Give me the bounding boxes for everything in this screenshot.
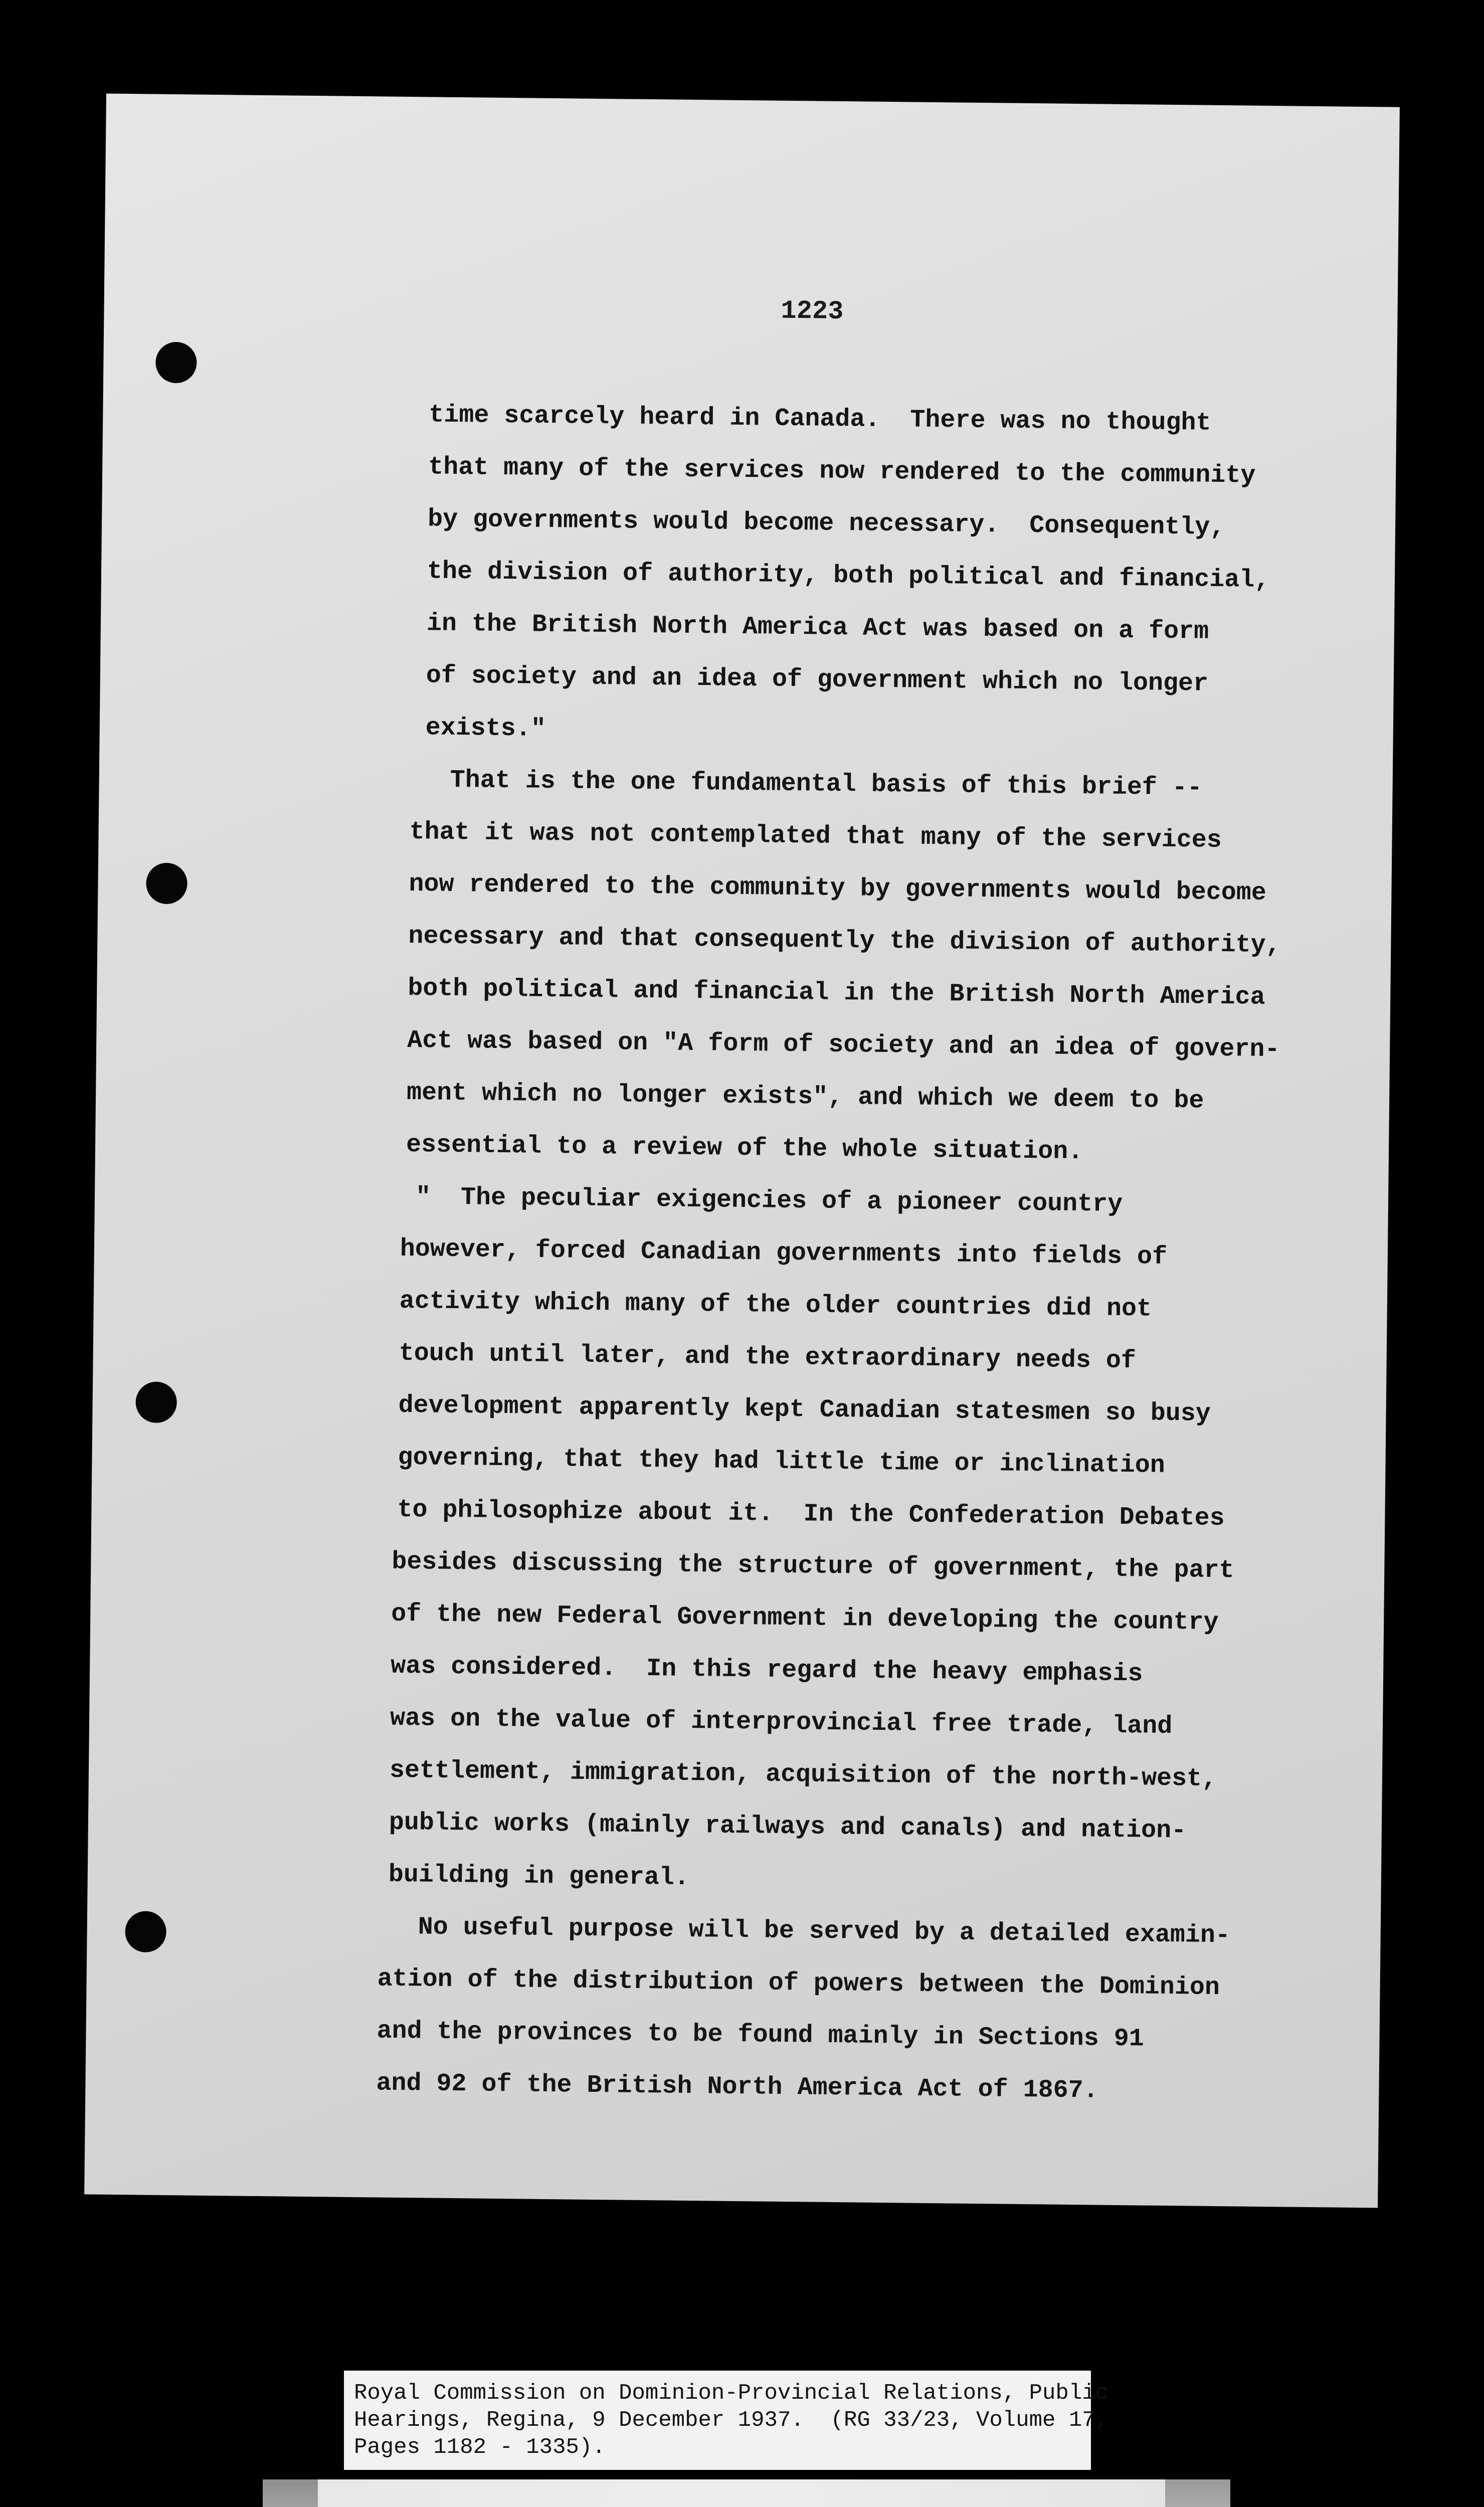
punch-hole: [135, 1381, 177, 1423]
text-line: of the new Federal Government in developing the country: [391, 1599, 1219, 1638]
text-line: and 92 of the British North America Act of 1867.: [376, 2069, 1098, 2105]
text-line: activity which many of the older countries did not: [399, 1287, 1152, 1324]
public-archives-stamp: [263, 2479, 1230, 2507]
text-line: and the provinces to be found mainly in Sections 91: [377, 2017, 1145, 2054]
text-line: the division of authority, both political and financial,: [427, 557, 1270, 595]
page-number: 1223: [781, 296, 844, 327]
text-line: that many of the services now rendered to the community: [428, 453, 1256, 490]
text-line: " The peculiar exigencies of a pioneer country: [415, 1183, 1123, 1219]
text-line: exists.": [425, 713, 546, 744]
stamp-tab: [263, 2479, 318, 2507]
archive-label-line: Royal Commission on Dominion-Provincial Relations, Public: [354, 2381, 1109, 2406]
text-line: No useful purpose will be served by a detailed examin-: [418, 1913, 1231, 1950]
archive-reference-label: [344, 2371, 1109, 2470]
text-line: ment which no longer exists", and which we deem to be: [406, 1078, 1204, 1116]
text-line: That is the one fundamental basis of this brief --: [450, 766, 1203, 803]
text-line: settlement, immigration, acquisition of the north-west,: [389, 1756, 1217, 1794]
text-line: was on the value of interprovincial free trade, land: [390, 1704, 1173, 1741]
text-line: building in general.: [388, 1860, 690, 1892]
text-line: to philosophize about it. In the Confederation Debates: [397, 1495, 1225, 1533]
text-line: governing, that they had little time or inclination: [398, 1443, 1166, 1480]
text-line: essential to a review of the whole situation.: [406, 1130, 1083, 1167]
punch-hole: [146, 863, 188, 905]
text-line: development apparently kept Canadian statesmen so busy: [398, 1391, 1211, 1428]
text-line: by governments would become necessary. Consequently,: [427, 505, 1225, 543]
archive-label-line: Hearings, Regina, 9 December 1937. (RG 33/23, Volume 17,: [354, 2408, 1109, 2433]
archive-label-line: Pages 1182 - 1335).: [354, 2435, 606, 2460]
text-line: touch until later, and the extraordinary needs of: [399, 1339, 1137, 1376]
text-line: ation of the distribution of powers between the Dominion: [377, 1964, 1220, 2003]
punch-hole: [125, 1911, 166, 1952]
text-line: public works (mainly railways and canals) and nation-: [389, 1808, 1187, 1846]
text-line: was considered. In this regard the heavy emphasis: [390, 1652, 1143, 1689]
text-line: necessary and that consequently the division of authority,: [408, 922, 1281, 960]
punch-hole: [155, 342, 197, 384]
text-line: in the British North America Act was based on a form: [426, 609, 1209, 646]
stamp-tab: [1165, 2479, 1230, 2507]
text-line: however, forced Canadian governments into fields of: [400, 1234, 1168, 1272]
text-line: both political and financial in the British North America: [408, 974, 1265, 1012]
text-line: besides discussing the structure of government, the part: [392, 1547, 1234, 1585]
text-line: of society and an idea of government which no longer: [426, 661, 1209, 698]
text-line: time scarcely heard in Canada. There was no thought: [429, 401, 1211, 438]
document-page: [84, 94, 1400, 2208]
text-line: Act was based on "A form of society and an idea of govern-: [407, 1026, 1280, 1064]
text-line: that it was not contemplated that many of the services: [409, 818, 1222, 855]
text-line: now rendered to the community by governments would become: [409, 870, 1267, 908]
